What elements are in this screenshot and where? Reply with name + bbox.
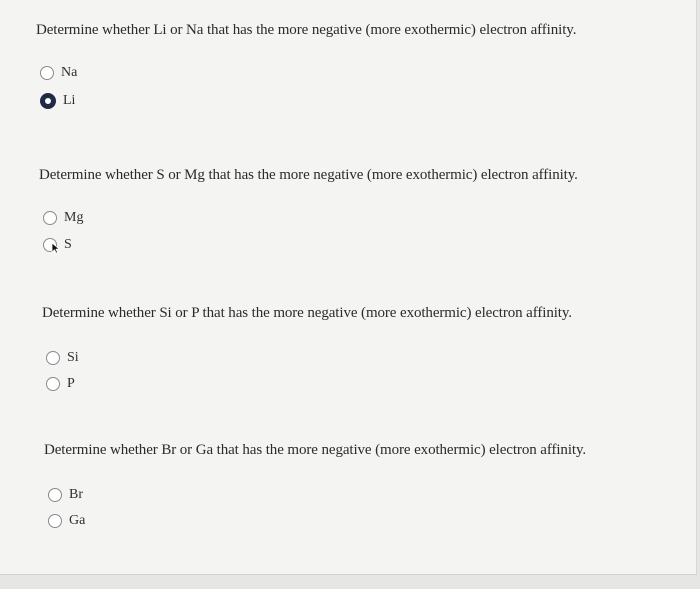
- question-4-option-br[interactable]: [48, 485, 83, 505]
- question-3-text: Determine whether Si or P that has the more negative (more exothermic) electron affinity.: [42, 305, 572, 321]
- question-1-option-na[interactable]: [40, 63, 77, 83]
- question-4-text: Determine whether Br or Ga that has the more negative (more exothermic) electron affinity.: [44, 442, 587, 458]
- option-label: Li: [63, 93, 76, 108]
- option-label: Si: [67, 350, 79, 365]
- option-label: Na: [61, 65, 78, 80]
- question-3-option-si[interactable]: [46, 348, 79, 368]
- mouse-cursor-icon: [51, 242, 61, 254]
- option-label: Mg: [64, 210, 84, 225]
- question-2-option-mg[interactable]: [43, 208, 83, 228]
- question-2-text: Determine whether S or Mg that has the more negative (more exothermic) electron affinity.: [39, 167, 578, 183]
- radio-button[interactable]: [43, 238, 57, 252]
- option-label: Ga: [69, 513, 86, 528]
- question-1-text: Determine whether Li or Na that has the more negative (more exothermic) electron affinity.: [36, 22, 577, 38]
- question-2-option-s[interactable]: [43, 235, 72, 255]
- option-label: S: [64, 237, 72, 252]
- radio-button-selected[interactable]: [40, 93, 56, 109]
- question-4-option-ga[interactable]: [48, 511, 85, 531]
- option-label: P: [67, 376, 75, 391]
- radio-button[interactable]: [43, 211, 57, 225]
- question-3-option-p[interactable]: [46, 374, 75, 394]
- question-1-option-li[interactable]: [40, 91, 75, 111]
- option-label: Br: [69, 487, 83, 502]
- radio-button[interactable]: [48, 514, 62, 528]
- radio-button[interactable]: [46, 351, 60, 365]
- radio-button[interactable]: [46, 377, 60, 391]
- radio-button[interactable]: [40, 66, 54, 80]
- radio-button[interactable]: [48, 488, 62, 502]
